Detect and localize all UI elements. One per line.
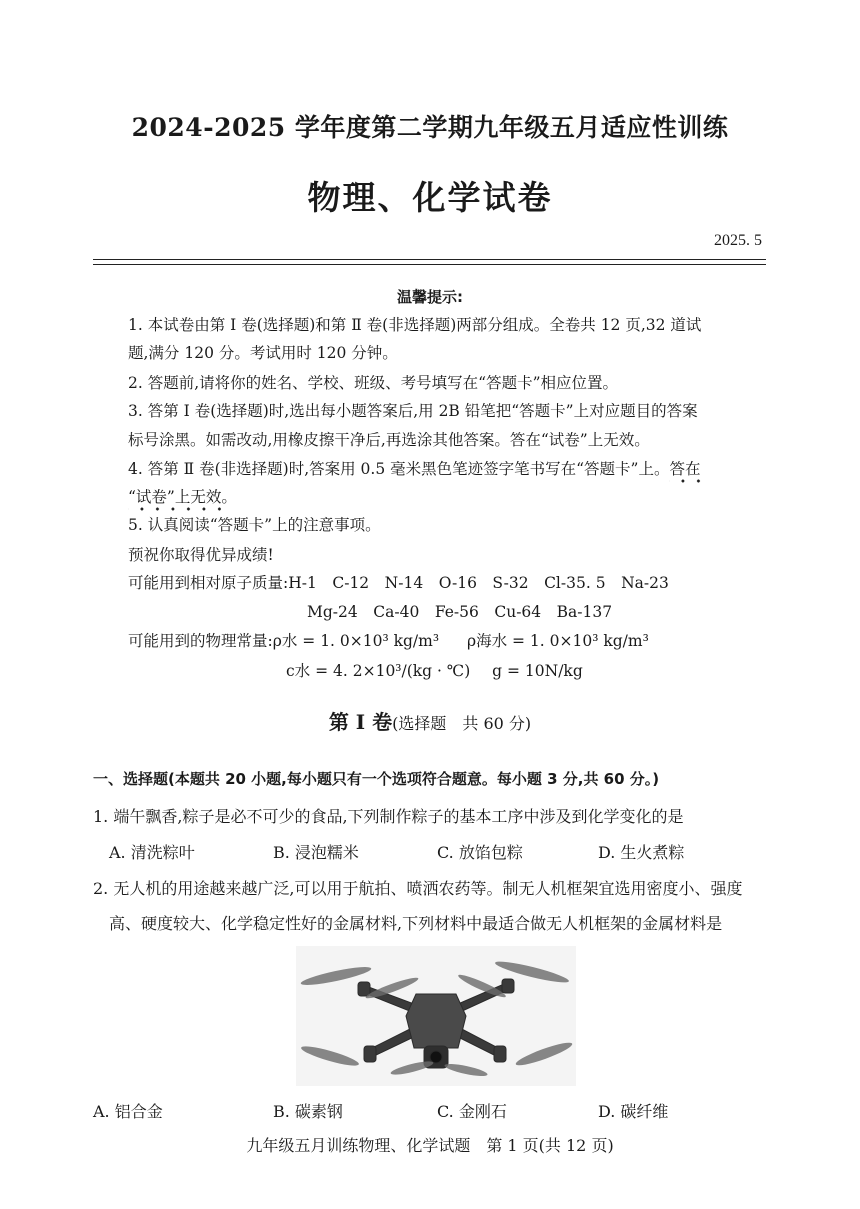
question-2-option-a: A. 铝合金 bbox=[93, 1102, 163, 1121]
atomic-mass-label: 可能用到相对原子质量: bbox=[128, 574, 289, 592]
tip-4-end: 。 bbox=[221, 488, 237, 506]
const-g: g = 10N/kg bbox=[492, 662, 583, 680]
exam-title-line1: 2024-2025 学年度第二学期九年级五月适应性训练 bbox=[131, 113, 729, 142]
header-rule-bottom bbox=[93, 264, 766, 265]
constants-label: 可能用到的物理常量: bbox=[128, 632, 273, 650]
tip-4-text: 4. 答第 Ⅱ 卷(非选择题)时,答案用 0.5 毫米黑色笔迹签字笔书写在“答题卡”上。 bbox=[128, 460, 670, 478]
exam-date: 2025. 5 bbox=[714, 232, 762, 249]
question-1-option-c: C. 放馅包粽 bbox=[437, 843, 523, 862]
constants-line1 bbox=[128, 630, 649, 652]
tip-4-emphasis-a: 答在 bbox=[669, 460, 700, 484]
header-rule-top bbox=[93, 259, 766, 260]
tip-1-line2: 题,满分 120 分。考试用时 120 分钟。 bbox=[128, 344, 398, 362]
question-1-option-d: D. 生火煮粽 bbox=[598, 843, 685, 862]
tip-4-line1 bbox=[128, 458, 701, 480]
atomic-mass-line1 bbox=[128, 572, 669, 594]
tip-3-line2: 标号涂黑。如需改动,用橡皮擦干净后,再选涂其他答案。答在“试卷”上无效。 bbox=[128, 431, 650, 449]
tip-5: 5. 认真阅读“答题卡”上的注意事项。 bbox=[128, 516, 381, 534]
tip-2: 2. 答题前,请将你的姓名、学校、班级、考号填写在“答题卡”相应位置。 bbox=[128, 374, 618, 392]
atomic-mass-values-1: H-1 C-12 N-14 O-16 S-32 Cl-35. 5 Na-23 bbox=[288, 574, 669, 592]
tip-4-emphasis-b: “试卷”上无效 bbox=[128, 488, 221, 512]
question-2-stem-line2: 高、硬度较大、化学稳定性好的金属材料,下列材料中最适合做无人机框架的金属材料是 bbox=[109, 914, 723, 933]
question-1-stem: 1. 端午飘香,粽子是必不可少的食品,下列制作粽子的基本工序中涉及到化学变化的是 bbox=[93, 807, 684, 826]
section-subtitle: (选择题 共 60 分) bbox=[392, 714, 532, 733]
const-c-water: c水 = 4. 2×10³/(kg · ℃) bbox=[286, 662, 471, 680]
question-1-option-b: B. 浸泡糯米 bbox=[273, 843, 359, 862]
question-2-option-c: C. 金刚石 bbox=[437, 1102, 507, 1121]
tip-1-line1: 1. 本试卷由第 Ⅰ 卷(选择题)和第 Ⅱ 卷(非选择题)两部分组成。全卷共 12 页,32 道试 bbox=[128, 316, 702, 334]
tip-4-line2 bbox=[128, 486, 237, 508]
section-heading bbox=[0, 706, 860, 735]
drone-image bbox=[296, 946, 576, 1086]
good-luck: 预祝你取得优异成绩! bbox=[128, 546, 274, 564]
question-1-option-a: A. 清洗粽叶 bbox=[109, 843, 195, 862]
part1-heading: 一、选择题(本题共 20 小题,每小题只有一个选项符合题意。每小题 3 分,共 60 分。) bbox=[93, 770, 660, 788]
question-2-stem-line1: 2. 无人机的用途越来越广泛,可以用于航拍、喷洒农药等。制无人机框架宜选用密度小、强度 bbox=[93, 879, 743, 898]
question-2-option-b: B. 碳素钢 bbox=[273, 1102, 343, 1121]
section-title: 第 Ⅰ 卷 bbox=[328, 710, 393, 734]
tips-heading: 温馨提示: bbox=[397, 288, 463, 306]
question-2-option-d: D. 碳纤维 bbox=[598, 1102, 669, 1121]
const-rho-water: ρ水 = 1. 0×10³ kg/m³ bbox=[272, 632, 440, 650]
tip-3-line1: 3. 答第 Ⅰ 卷(选择题)时,选出每小题答案后,用 2B 铅笔把“答题卡”上对应题目的答案 bbox=[128, 402, 698, 420]
const-rho-seawater: ρ海水 = 1. 0×10³ kg/m³ bbox=[466, 632, 649, 650]
atomic-mass-values-2: Mg-24 Ca-40 Fe-56 Cu-64 Ba-137 bbox=[307, 603, 613, 621]
constants-line2 bbox=[286, 660, 583, 682]
page-footer: 九年级五月训练物理、化学试题 第 1 页(共 12 页) bbox=[246, 1136, 614, 1155]
exam-title-subject: 物理、化学试卷 bbox=[307, 178, 553, 217]
